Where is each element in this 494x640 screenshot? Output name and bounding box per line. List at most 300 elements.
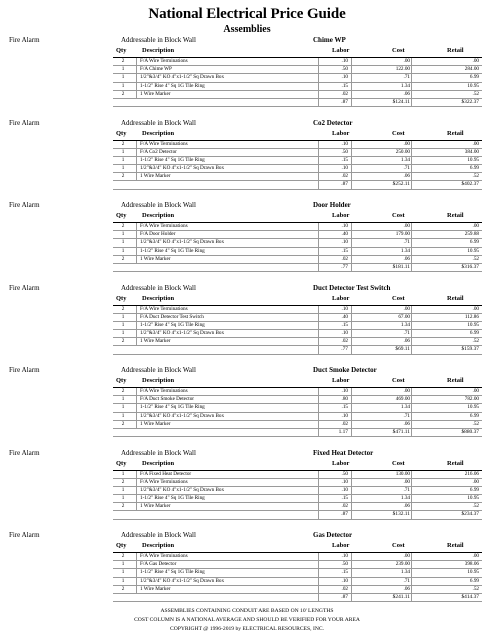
assembly-table	[113, 470, 482, 520]
cell-qty: 1	[121, 82, 125, 89]
cell-cost: 179.00	[395, 231, 410, 238]
cell-qty: 1	[121, 239, 125, 246]
table-row	[113, 149, 482, 157]
table-row	[113, 314, 482, 322]
total-labor: .87	[341, 98, 348, 105]
cell-cost: 1.34	[400, 82, 410, 89]
table-row	[113, 388, 482, 396]
cell-labor: .10	[341, 478, 348, 485]
cell-description: F/A Duct Smoke Detector	[140, 396, 195, 403]
totals-row	[113, 429, 482, 438]
cell-cost: .71	[403, 74, 410, 81]
cell-labor: .10	[341, 553, 348, 559]
total-cost: $124.11	[392, 98, 410, 105]
totals-row	[113, 346, 482, 355]
assembly-category: Fire Alarm	[9, 366, 40, 374]
cell-cost: .06	[403, 420, 410, 427]
cell-labor: .02	[341, 255, 348, 262]
cell-retail: .52	[472, 585, 479, 592]
assembly-item-name: Chime WP	[313, 36, 346, 44]
column-header-cost: Cost	[392, 212, 405, 219]
assembly-category: Fire Alarm	[9, 448, 40, 457]
cell-description: 1 Wire Marker	[140, 90, 171, 97]
assembly-category: Fire Alarm	[9, 201, 40, 209]
assembly-mounting: Addressable in Block Wall	[121, 448, 196, 457]
column-header-qty: Qty	[116, 542, 127, 549]
cell-retail: .00	[472, 305, 479, 312]
cell-qty: 1	[121, 561, 125, 568]
assembly-item-name: Door Holder	[313, 201, 351, 209]
cell-retail: 10.95	[467, 321, 479, 328]
table-row	[113, 503, 482, 511]
table-row	[113, 165, 482, 173]
total-labor: .77	[341, 346, 348, 353]
cell-cost: 239.00	[395, 561, 410, 568]
table-row	[113, 91, 482, 99]
cell-description: F/A Door Holder	[140, 231, 176, 238]
cell-cost: .00	[403, 553, 410, 559]
cell-qty: 2	[121, 420, 125, 427]
cell-description: F/A Wire Terminations	[140, 223, 188, 229]
cell-description: 1/2"&3/4" KO 4"x1-1/2" Sq Drawn Box	[140, 165, 225, 172]
assembly-header	[0, 117, 494, 128]
column-header-qty: Qty	[116, 129, 127, 137]
assembly-section	[0, 364, 494, 447]
assembly-item-name: Duct Smoke Detector	[313, 366, 377, 374]
cell-cost: .71	[403, 165, 410, 172]
page-title: National Electrical Price Guide	[148, 6, 346, 22]
total-labor: .87	[341, 181, 348, 188]
cell-cost: 122.00	[395, 66, 410, 73]
total-cost: $252.11	[392, 181, 410, 188]
cell-description: F/A Duct Detector Test Switch	[140, 313, 204, 320]
assembly-item-name: Duct Detector Test Switch	[313, 283, 391, 292]
column-header-row	[0, 542, 494, 551]
total-cost: $471.11	[392, 428, 410, 435]
table-row	[113, 173, 482, 181]
cell-retail: 6.99	[469, 577, 479, 584]
cell-cost: 469.00	[395, 396, 410, 403]
cell-labor: .50	[341, 66, 348, 73]
cell-cost: 1.34	[400, 321, 410, 328]
cell-cost: .00	[403, 478, 410, 485]
total-retail: $414.37	[461, 593, 479, 600]
column-header-description: Description	[142, 212, 175, 219]
cell-labor: .02	[341, 503, 348, 510]
cell-qty: 1	[121, 569, 125, 576]
cell-retail: .52	[472, 420, 479, 427]
assembly-table	[113, 387, 482, 437]
column-header-cost: Cost	[392, 542, 405, 549]
table-row	[113, 231, 482, 239]
cell-labor: .10	[341, 412, 348, 419]
cell-labor: .10	[341, 140, 348, 147]
cell-cost: 130.00	[395, 470, 410, 477]
table-row	[113, 306, 482, 314]
table-row	[113, 495, 482, 503]
cell-qty: 1	[121, 577, 125, 584]
column-header-qty: Qty	[116, 377, 127, 384]
cell-description: 1 Wire Marker	[140, 585, 171, 592]
cell-cost: .06	[403, 90, 410, 97]
cell-labor: .02	[341, 173, 348, 180]
cell-description: F/A Wire Terminations	[140, 140, 188, 147]
table-row	[113, 66, 482, 74]
cell-description: 1/2"&3/4" KO 4"x1-1/2" Sq Drawn Box	[140, 74, 225, 81]
table-row	[113, 338, 482, 346]
column-header-retail: Retail	[447, 542, 464, 549]
column-header-retail: Retail	[447, 212, 464, 219]
table-row	[113, 561, 482, 569]
cell-cost: .00	[403, 223, 410, 229]
table-row	[113, 487, 482, 495]
assembly-section	[0, 34, 494, 117]
column-header-qty: Qty	[116, 212, 127, 219]
total-retail: $316.37	[461, 263, 479, 270]
cell-qty: 2	[121, 90, 125, 97]
cell-description: 1-1/2" Rise 4" Sq 1G Tile Ring	[140, 156, 205, 163]
total-labor: 1.17	[338, 428, 348, 435]
total-labor: .87	[341, 511, 348, 518]
cell-cost: 1.34	[400, 156, 410, 163]
cell-qty: 1	[121, 470, 125, 477]
cell-description: 1-1/2" Rise 4" Sq 1G Tile Ring	[140, 247, 205, 254]
column-header-cost: Cost	[392, 129, 405, 137]
cell-cost: .06	[403, 255, 410, 262]
cell-cost: 67.00	[398, 313, 410, 320]
column-header-description: Description	[142, 377, 175, 384]
cell-description: 1-1/2" Rise 4" Sq 1G Tile Ring	[140, 321, 205, 328]
column-header-row	[0, 47, 494, 56]
cell-labor: .10	[341, 330, 348, 337]
cell-description: 1 Wire Marker	[140, 503, 171, 510]
cell-cost: .06	[403, 585, 410, 592]
assembly-category: Fire Alarm	[9, 118, 40, 127]
footer-copyright: COPYRIGHT @ 1996-2019 by ELECTRICAL RESOURCES, INC.	[169, 626, 324, 632]
column-header-row	[0, 295, 494, 304]
footer-note-cost: COST COLUMN IS A NATIONAL AVERAGE AND SHOULD BE VERIFIED FOR YOUR AREA	[134, 617, 360, 623]
cell-retail: 6.99	[469, 486, 479, 493]
cell-labor: .10	[341, 239, 348, 246]
totals-row	[113, 99, 482, 108]
cell-cost: .71	[403, 577, 410, 584]
cell-qty: 2	[121, 140, 125, 147]
cell-description: F/A Wire Terminations	[140, 478, 188, 485]
cell-retail: .52	[472, 90, 479, 97]
cell-description: F/A Chime WP	[140, 66, 172, 73]
cell-retail: 10.95	[467, 404, 479, 411]
cell-labor: .50	[341, 561, 348, 568]
cell-labor: .02	[341, 338, 348, 345]
cell-qty: 1	[121, 156, 125, 163]
cell-labor: .02	[341, 585, 348, 592]
total-retail: $402.37	[461, 181, 479, 188]
cell-retail: 6.99	[469, 74, 479, 81]
totals-row	[113, 594, 482, 603]
assemblies-list	[0, 34, 494, 612]
cell-labor: .15	[341, 82, 348, 89]
cell-retail: 6.99	[469, 330, 479, 337]
column-header-labor: Labor	[332, 377, 350, 384]
cell-labor: .15	[341, 569, 348, 576]
cell-qty: 1	[121, 74, 125, 81]
column-header-qty: Qty	[116, 459, 127, 467]
column-header-row	[0, 460, 494, 469]
column-header-retail: Retail	[447, 294, 464, 302]
cell-retail: 10.95	[467, 495, 479, 502]
cell-retail: .00	[472, 140, 479, 147]
cell-description: F/A Wire Terminations	[140, 388, 188, 394]
total-labor: .87	[341, 593, 348, 600]
cell-description: 1-1/2" Rise 4" Sq 1G Tile Ring	[140, 82, 205, 89]
assembly-header	[0, 529, 494, 540]
assembly-mounting: Addressable in Block Wall	[121, 36, 196, 44]
table-row	[113, 569, 482, 577]
assembly-table	[113, 552, 482, 602]
column-header-retail: Retail	[447, 377, 464, 384]
footer-note-conduit: ASSEMBLIES CONTAINING CONDUIT ARE BASED ON 10' LENGTHS	[160, 608, 334, 614]
column-header-retail: Retail	[447, 129, 464, 137]
total-cost: $241.11	[392, 593, 410, 600]
cell-qty: 1	[121, 412, 125, 419]
cell-retail: 10.95	[467, 82, 479, 89]
cell-retail: 10.95	[467, 156, 479, 163]
column-header-cost: Cost	[392, 47, 405, 54]
cell-retail: .00	[472, 478, 479, 485]
cell-retail: 384.00	[464, 148, 479, 155]
cell-qty: 1	[121, 495, 125, 502]
column-header-qty: Qty	[116, 47, 127, 54]
assembly-section	[0, 282, 494, 365]
cell-retail: .52	[472, 338, 479, 345]
cell-retail: 6.99	[469, 412, 479, 419]
cell-cost: .71	[403, 486, 410, 493]
cell-cost: .71	[403, 239, 410, 246]
cell-qty: 2	[121, 503, 125, 510]
cell-labor: .15	[341, 156, 348, 163]
cell-qty: 1	[121, 165, 125, 172]
cell-qty: 2	[121, 58, 125, 64]
totals-row	[113, 511, 482, 520]
assembly-category: Fire Alarm	[9, 36, 40, 44]
cell-retail: 216.06	[464, 470, 479, 477]
cell-description: F/A Gas Detector	[140, 561, 177, 568]
assembly-table	[113, 305, 482, 355]
table-row	[113, 58, 482, 66]
assembly-item-name: Fixed Heat Detector	[313, 448, 374, 457]
page-subtitle: Assemblies	[223, 24, 271, 35]
cell-labor: .10	[341, 223, 348, 229]
cell-description: 1/2"&3/4" KO 4"x1-1/2" Sq Drawn Box	[140, 486, 225, 493]
cell-labor: .02	[341, 90, 348, 97]
table-row	[113, 471, 482, 479]
cell-description: F/A Wire Terminations	[140, 553, 188, 559]
table-row	[113, 421, 482, 429]
cell-qty: 2	[121, 173, 125, 180]
cell-description: 1-1/2" Rise 4" Sq 1G Tile Ring	[140, 569, 205, 576]
column-header-description: Description	[142, 129, 175, 137]
totals-row	[113, 181, 482, 190]
total-cost: $69.11	[395, 346, 410, 353]
cell-retail: 6.99	[469, 165, 479, 172]
cell-qty: 1	[121, 321, 125, 328]
cell-retail: .52	[472, 173, 479, 180]
table-row	[113, 223, 482, 231]
assembly-header	[0, 364, 494, 375]
column-header-cost: Cost	[392, 377, 405, 384]
column-header-row	[0, 130, 494, 139]
cell-labor: .10	[341, 58, 348, 64]
cell-retail: .00	[472, 553, 479, 559]
column-header-qty: Qty	[116, 294, 127, 302]
cell-labor: .10	[341, 74, 348, 81]
table-row	[113, 256, 482, 264]
assembly-table	[113, 222, 482, 272]
assembly-header	[0, 199, 494, 210]
column-header-labor: Labor	[332, 459, 350, 467]
cell-cost: .00	[403, 388, 410, 394]
cell-qty: 1	[121, 330, 125, 337]
cell-retail: 782.00	[464, 396, 479, 403]
total-retail: $234.37	[461, 511, 479, 518]
table-row	[113, 83, 482, 91]
cell-description: 1/2"&3/4" KO 4"x1-1/2" Sq Drawn Box	[140, 412, 225, 419]
cell-description: 1 Wire Marker	[140, 255, 171, 262]
total-retail: $880.37	[461, 428, 479, 435]
table-row	[113, 404, 482, 412]
assembly-table	[113, 140, 482, 190]
table-row	[113, 578, 482, 586]
assembly-section	[0, 199, 494, 282]
column-header-description: Description	[142, 459, 175, 467]
column-header-description: Description	[142, 542, 175, 549]
cell-qty: 1	[121, 148, 125, 155]
cell-retail: .00	[472, 388, 479, 394]
column-header-row	[0, 212, 494, 221]
assembly-item-name: Co2 Detector	[313, 118, 353, 127]
cell-retail: 10.95	[467, 247, 479, 254]
cell-labor: .10	[341, 305, 348, 312]
cell-labor: .10	[341, 577, 348, 584]
cell-cost: .06	[403, 338, 410, 345]
column-header-labor: Labor	[332, 294, 350, 302]
cell-qty: 2	[121, 478, 125, 485]
cell-cost: 1.34	[400, 247, 410, 254]
cell-description: 1 Wire Marker	[140, 338, 171, 345]
cell-cost: 250.00	[395, 148, 410, 155]
cell-description: 1/2"&3/4" KO 4"x1-1/2" Sq Drawn Box	[140, 577, 225, 584]
cell-qty: 1	[121, 486, 125, 493]
assembly-mounting: Addressable in Block Wall	[121, 201, 196, 209]
cell-retail: .00	[472, 223, 479, 229]
cell-cost: 1.34	[400, 569, 410, 576]
cell-retail: .52	[472, 503, 479, 510]
column-header-labor: Labor	[332, 47, 350, 54]
total-cost: $132.11	[392, 511, 410, 518]
assembly-section	[0, 117, 494, 200]
column-header-row	[0, 377, 494, 386]
cell-cost: 1.34	[400, 404, 410, 411]
cell-labor: .10	[341, 486, 348, 493]
column-header-labor: Labor	[332, 542, 350, 549]
cell-cost: .71	[403, 330, 410, 337]
assembly-category: Fire Alarm	[9, 283, 40, 292]
column-header-description: Description	[142, 294, 175, 302]
column-header-description: Description	[142, 47, 175, 54]
cell-labor: .15	[341, 247, 348, 254]
cell-description: F/A Wire Terminations	[140, 305, 188, 312]
cell-cost: 1.34	[400, 495, 410, 502]
assembly-section	[0, 447, 494, 530]
column-header-retail: Retail	[447, 459, 464, 467]
cell-retail: .00	[472, 58, 479, 64]
column-header-cost: Cost	[392, 459, 405, 467]
cell-retail: 10.95	[467, 569, 479, 576]
cell-qty: 2	[121, 388, 125, 394]
cell-retail: 6.99	[469, 239, 479, 246]
cell-qty: 1	[121, 66, 125, 73]
cell-cost: .06	[403, 173, 410, 180]
totals-row	[113, 264, 482, 273]
assembly-section	[0, 529, 494, 612]
table-row	[113, 586, 482, 594]
cell-retail: 284.00	[464, 66, 479, 73]
table-row	[113, 74, 482, 82]
table-row	[113, 396, 482, 404]
table-row	[113, 239, 482, 247]
total-retail: $322.37	[461, 98, 479, 105]
assembly-mounting: Addressable in Block Wall	[121, 283, 196, 292]
cell-description: 1-1/2" Rise 4" Sq 1G Tile Ring	[140, 495, 205, 502]
cell-labor: .40	[341, 313, 348, 320]
cell-description: F/A Fixed Heat Detector	[140, 470, 192, 477]
cell-labor: .15	[341, 321, 348, 328]
cell-labor: .50	[341, 148, 348, 155]
cell-qty: 1	[121, 404, 125, 411]
cell-qty: 2	[121, 255, 125, 262]
cell-description: 1 Wire Marker	[140, 173, 171, 180]
total-cost: $181.11	[392, 263, 410, 270]
assembly-mounting: Addressable in Block Wall	[121, 366, 196, 374]
assembly-category: Fire Alarm	[9, 531, 40, 539]
assembly-header	[0, 34, 494, 45]
assembly-mounting: Addressable in Block Wall	[121, 531, 196, 539]
column-header-retail: Retail	[447, 47, 464, 54]
assembly-mounting: Addressable in Block Wall	[121, 118, 196, 127]
cell-labor: .80	[341, 396, 348, 403]
cell-description: 1/2"&3/4" KO 4"x1-1/2" Sq Drawn Box	[140, 330, 225, 337]
assembly-table	[113, 57, 482, 107]
cell-qty: 2	[121, 223, 125, 229]
table-row	[113, 322, 482, 330]
cell-cost: .06	[403, 503, 410, 510]
cell-qty: 2	[121, 338, 125, 345]
cell-cost: .00	[403, 140, 410, 147]
assembly-header	[0, 447, 494, 458]
total-labor: .77	[341, 263, 348, 270]
cell-description: F/A Co2 Detector	[140, 148, 177, 155]
cell-labor: .02	[341, 420, 348, 427]
table-row	[113, 553, 482, 561]
cell-retail: 398.06	[464, 561, 479, 568]
assembly-header	[0, 282, 494, 293]
cell-qty: 1	[121, 313, 125, 320]
cell-cost: .71	[403, 412, 410, 419]
cell-cost: .00	[403, 58, 410, 64]
cell-labor: .40	[341, 231, 348, 238]
cell-description: 1-1/2" Rise 4" Sq 1G Tile Ring	[140, 404, 205, 411]
table-row	[113, 413, 482, 421]
